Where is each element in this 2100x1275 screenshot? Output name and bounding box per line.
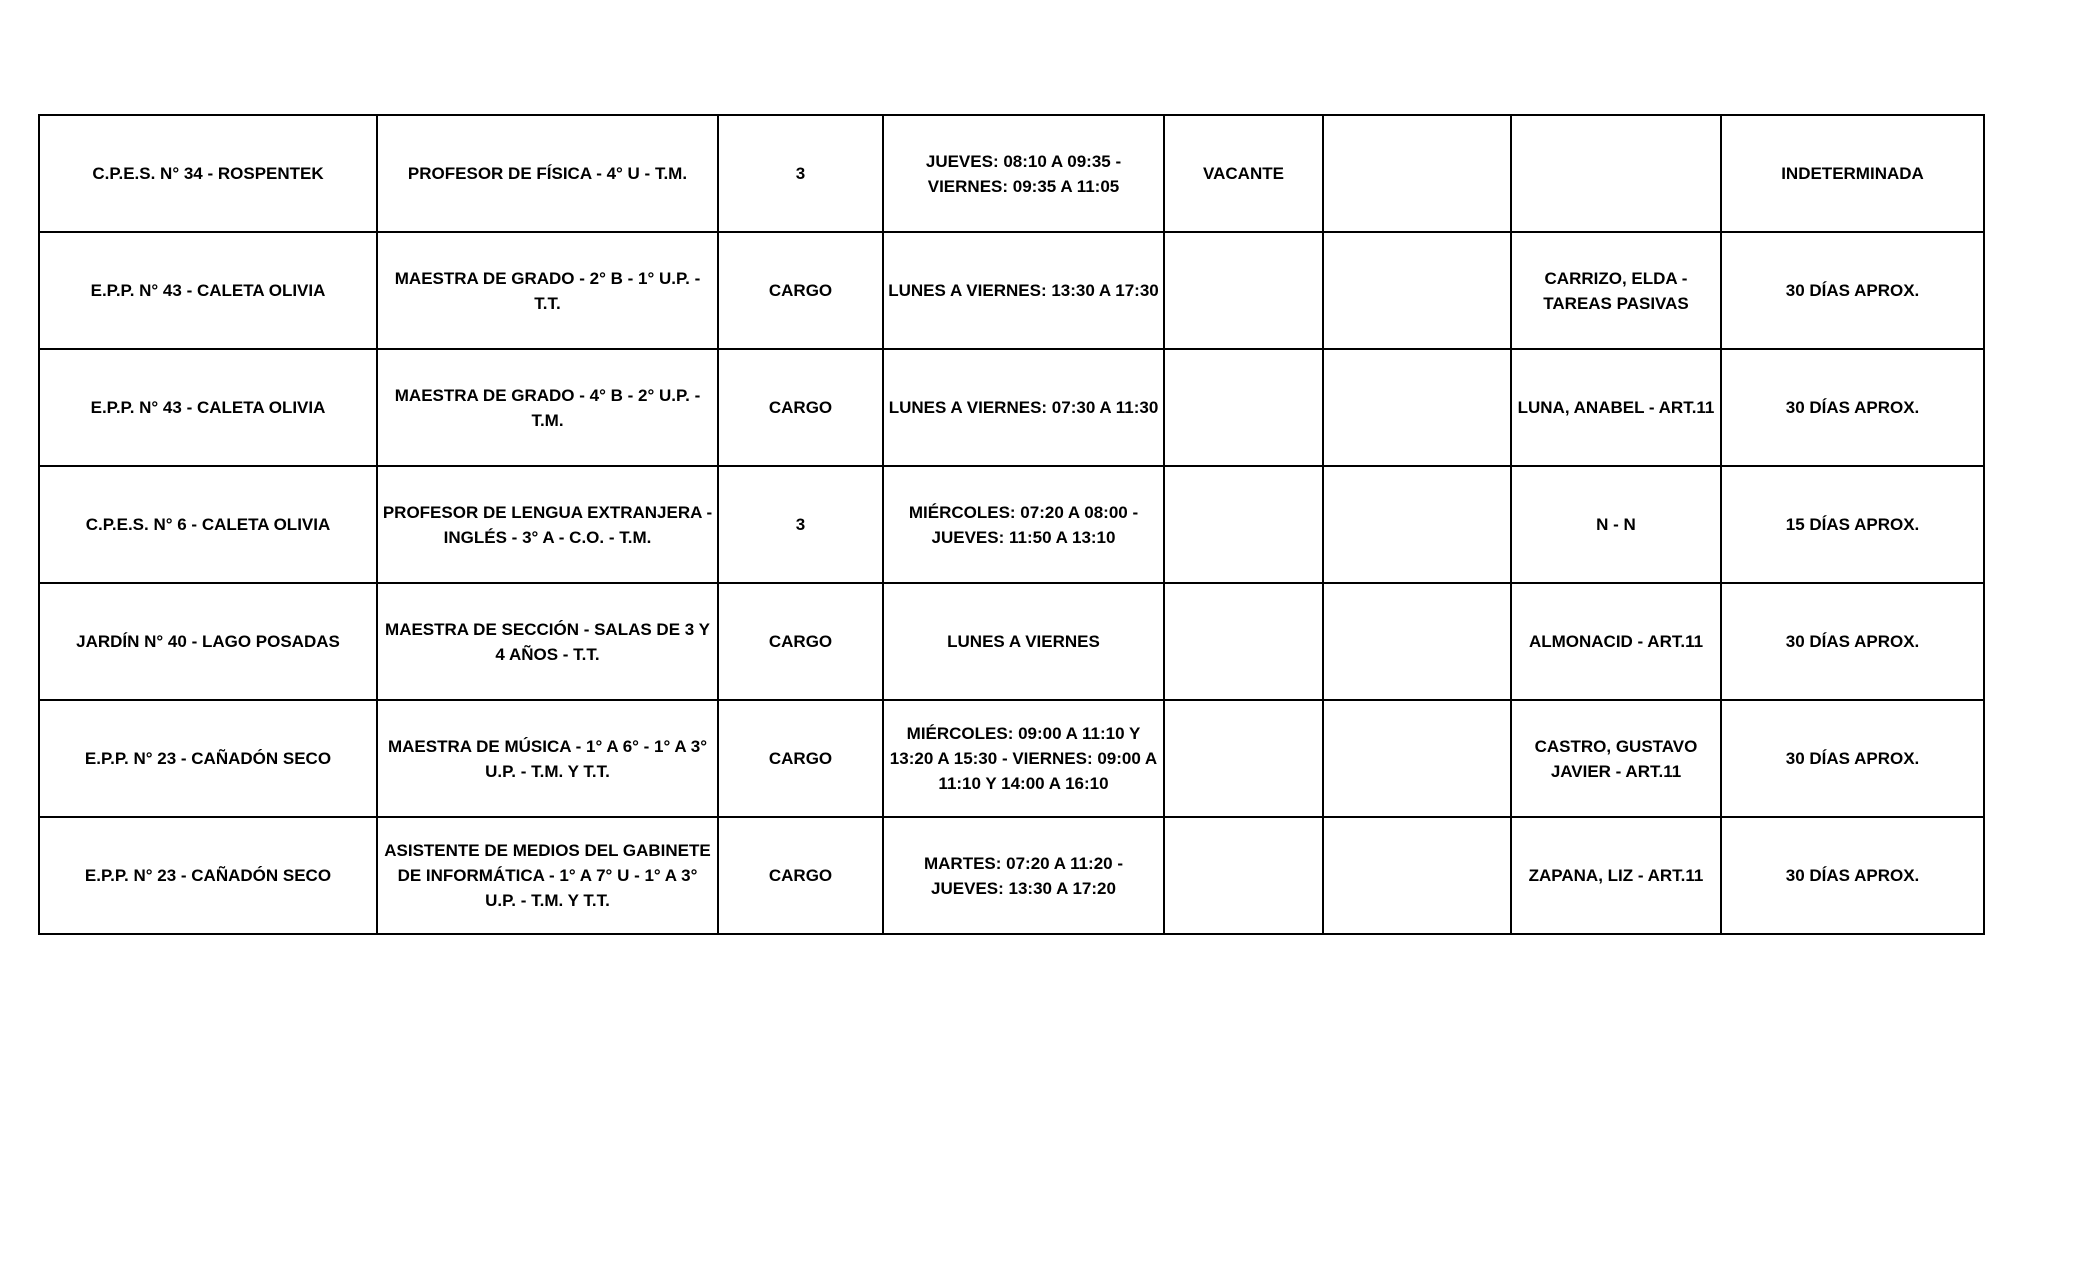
table-row [39,700,1984,817]
table-row [39,115,1984,232]
table-row [39,232,1984,349]
hours-cell: CARGO [718,583,883,700]
school-cell: JARDÍN N° 40 - LAGO POSADAS [39,583,377,700]
position-cell: PROFESOR DE LENGUA EXTRANJERA - INGLÉS - 3° A - C.O. - T.M. [377,466,718,583]
table-row [39,817,1984,934]
hours-cell: CARGO [718,232,883,349]
duration-cell: 30 DÍAS APROX. [1721,232,1984,349]
replaces-cell: LUNA, ANABEL - ART.11 [1511,349,1721,466]
table-row [39,349,1984,466]
schedule-cell: LUNES A VIERNES [883,583,1164,700]
status-cell [1164,817,1323,934]
status-cell [1164,232,1323,349]
replaces-cell: CASTRO, GUSTAVO JAVIER - ART.11 [1511,700,1721,817]
position-cell: ASISTENTE DE MEDIOS DEL GABINETE DE INFORMÁTICA - 1° A 7° U - 1° A 3° U.P. - T.M. Y T.T. [377,817,718,934]
empty-cell [1323,817,1511,934]
empty-cell [1323,349,1511,466]
table-row [39,466,1984,583]
position-cell: PROFESOR DE FÍSICA - 4° U - T.M. [377,115,718,232]
replaces-cell: ZAPANA, LIZ - ART.11 [1511,817,1721,934]
empty-cell [1323,232,1511,349]
status-cell [1164,700,1323,817]
replaces-cell [1511,115,1721,232]
school-cell: C.P.E.S. N° 6 - CALETA OLIVIA [39,466,377,583]
position-cell: MAESTRA DE MÚSICA - 1° A 6° - 1° A 3° U.P. - T.M. Y T.T. [377,700,718,817]
duration-cell: 30 DÍAS APROX. [1721,583,1984,700]
empty-cell [1323,700,1511,817]
hours-cell: 3 [718,115,883,232]
hours-cell: CARGO [718,700,883,817]
duration-cell: 30 DÍAS APROX. [1721,349,1984,466]
status-cell [1164,466,1323,583]
schedule-cell: MIÉRCOLES: 09:00 A 11:10 Y 13:20 A 15:30 - VIERNES: 09:00 A 11:10 Y 14:00 A 16:10 [883,700,1164,817]
school-cell: E.P.P. N° 23 - CAÑADÓN SECO [39,700,377,817]
status-cell [1164,583,1323,700]
status-cell: VACANTE [1164,115,1323,232]
school-cell: E.P.P. N° 43 - CALETA OLIVIA [39,349,377,466]
hours-cell: CARGO [718,817,883,934]
replaces-cell: ALMONACID - ART.11 [1511,583,1721,700]
replaces-cell: CARRIZO, ELDA - TAREAS PASIVAS [1511,232,1721,349]
hours-cell: 3 [718,466,883,583]
schedule-cell: LUNES A VIERNES: 07:30 A 11:30 [883,349,1164,466]
position-cell: MAESTRA DE GRADO - 2° B - 1° U.P. - T.T. [377,232,718,349]
duration-cell: 30 DÍAS APROX. [1721,817,1984,934]
schedule-cell: JUEVES: 08:10 A 09:35 - VIERNES: 09:35 A 11:05 [883,115,1164,232]
schedule-cell: MARTES: 07:20 A 11:20 - JUEVES: 13:30 A 17:20 [883,817,1164,934]
duration-cell: 30 DÍAS APROX. [1721,700,1984,817]
status-cell [1164,349,1323,466]
duration-cell: 15 DÍAS APROX. [1721,466,1984,583]
table-body [39,115,1984,934]
table-row [39,583,1984,700]
hours-cell: CARGO [718,349,883,466]
position-cell: MAESTRA DE GRADO - 4° B - 2° U.P. - T.M. [377,349,718,466]
schedule-cell: LUNES A VIERNES: 13:30 A 17:30 [883,232,1164,349]
school-cell: C.P.E.S. N° 34 - ROSPENTEK [39,115,377,232]
school-cell: E.P.P. N° 23 - CAÑADÓN SECO [39,817,377,934]
vacancy-table [38,114,1985,935]
empty-cell [1323,115,1511,232]
empty-cell [1323,466,1511,583]
school-cell: E.P.P. N° 43 - CALETA OLIVIA [39,232,377,349]
schedule-cell: MIÉRCOLES: 07:20 A 08:00 - JUEVES: 11:50 A 13:10 [883,466,1164,583]
position-cell: MAESTRA DE SECCIÓN - SALAS DE 3 Y 4 AÑOS - T.T. [377,583,718,700]
replaces-cell: N - N [1511,466,1721,583]
empty-cell [1323,583,1511,700]
duration-cell: INDETERMINADA [1721,115,1984,232]
